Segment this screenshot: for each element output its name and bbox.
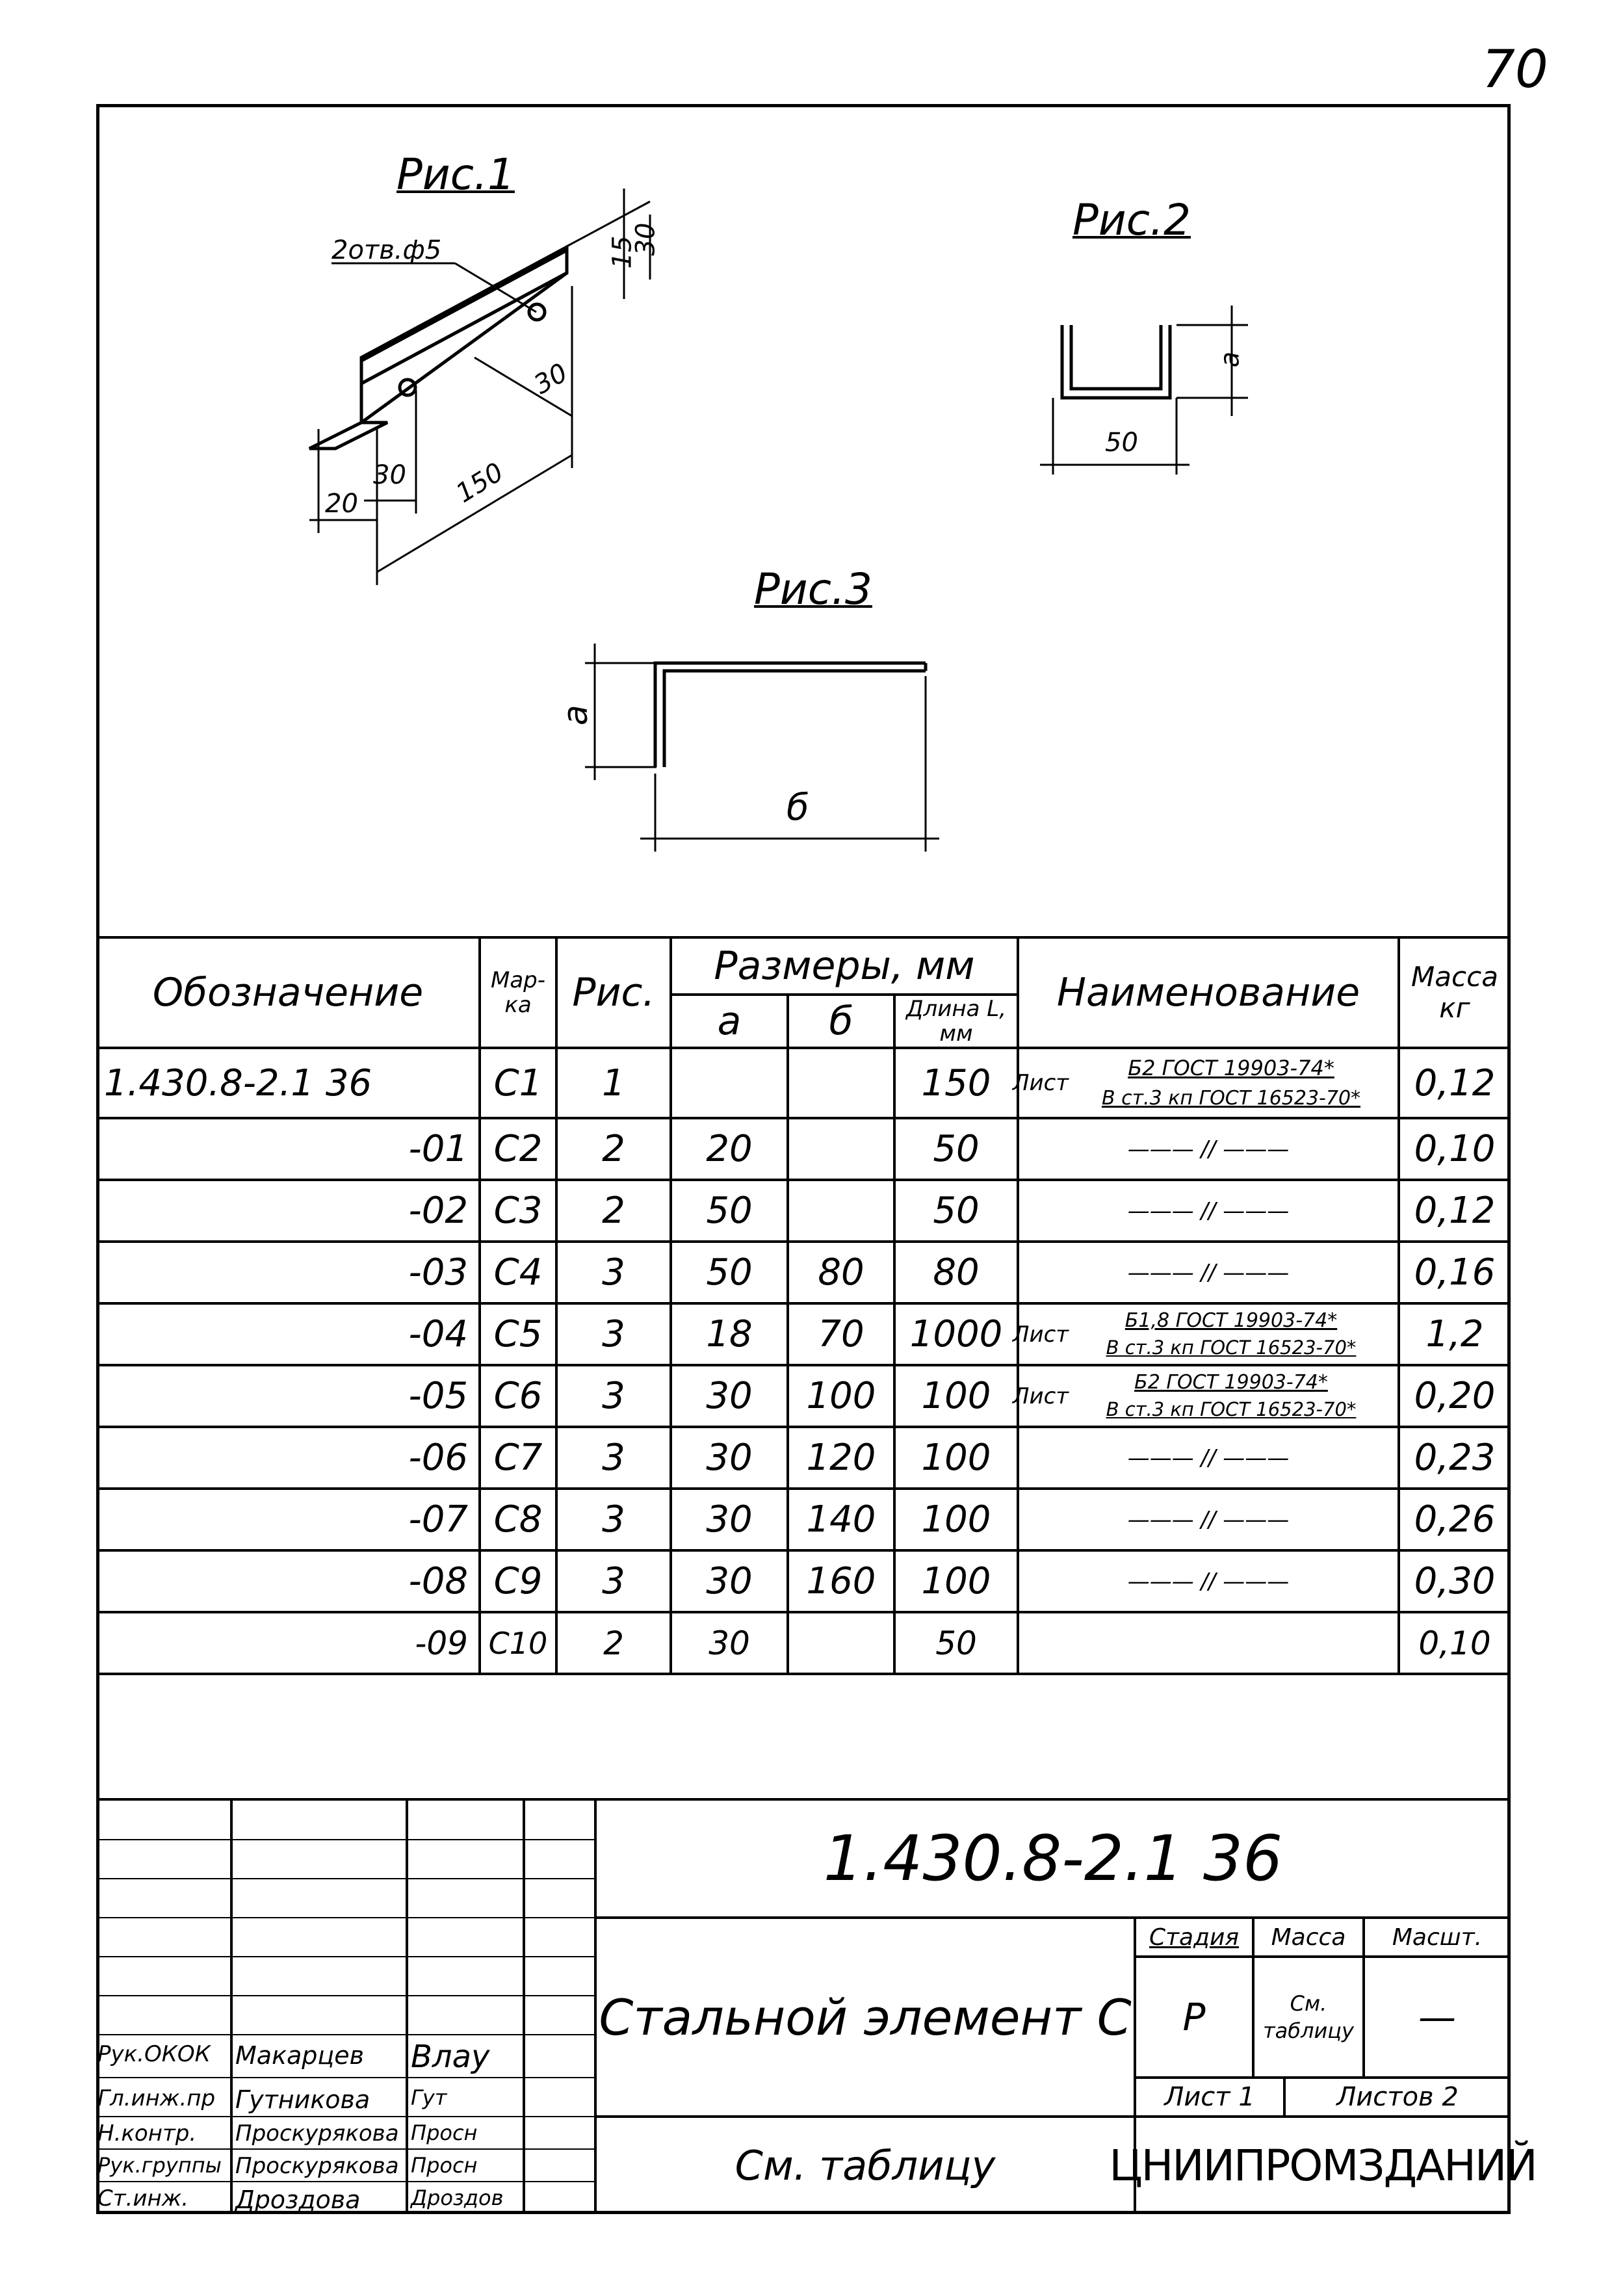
signer-role: Ст.инж. [98,2185,189,2211]
row-fig: 3 [602,1313,625,1355]
row-mark: С1 [493,1062,543,1104]
row-mass: 0,23 [1414,1437,1496,1479]
fig2-dim-50: 50 [1105,428,1138,458]
row-mark: С3 [493,1190,543,1232]
stage-label: Стадия [1149,1924,1240,1951]
fig3-dim-a: а [556,705,595,725]
stage-value: Р [1182,1995,1206,2039]
row-a: 30 [706,1375,753,1417]
row-designation: -07 [408,1498,468,1541]
signer-role: Н.контр. [98,2120,197,2146]
row-length: 100 [921,1498,991,1541]
row-a: 50 [706,1251,753,1294]
sheet-number: Лист 1 [1164,2082,1255,2112]
fig1-dim-15: 15 [607,235,638,269]
scale-label: Масшт. [1392,1924,1483,1951]
row-b [788,1118,894,1180]
row-a: 30 [708,1624,750,1662]
row-mass: 0,10 [1418,1624,1491,1662]
fig1-dim-20: 20 [325,489,358,519]
doc-code: 1.430.8-2.1 36 [823,1822,1283,1895]
row-name-prefix: Лист [1012,1383,1069,1409]
row-a: 50 [706,1190,753,1232]
row-name: ——— // ——— [1127,1568,1290,1595]
row-fig: 2 [603,1624,624,1662]
row-length: 50 [935,1624,977,1662]
row-mark: С2 [493,1128,543,1170]
header-sizes: Размеры, мм [714,943,975,989]
row-mark: С7 [493,1437,543,1479]
row-designation: -04 [408,1313,468,1355]
row-fig: 3 [602,1437,625,1479]
fig3-title: Рис.3 [754,564,872,614]
row-designation: -03 [408,1251,468,1294]
row-name-bottom: В ст.3 кп ГОСТ 16523-70* [1101,1086,1361,1110]
row-fig: 3 [602,1560,625,1602]
fig1-dim-150: 150 [450,457,509,509]
row-designation: -09 [415,1624,468,1662]
fig3-dim-b: б [786,787,809,829]
signer-name: Гутникова [235,2085,370,2114]
row-designation: 1.430.8-2.1 36 [104,1062,372,1104]
organization: ЦНИИПРОМЗДАНИЙ [1109,2140,1537,2191]
row-length: 150 [921,1062,991,1104]
row-b: 120 [806,1437,876,1479]
row-b [788,1048,894,1118]
row-mass: 0,12 [1414,1190,1496,1232]
signer-signature: Дроздов [411,2185,504,2210]
header-designation: Обозначение [152,970,424,1015]
header-b: б [829,998,853,1044]
signer-signature: Влау [411,2039,490,2075]
row-name: ——— // ——— [1127,1259,1290,1286]
row-fig: 3 [602,1498,625,1541]
row-designation: -01 [408,1128,468,1170]
row-length: 100 [921,1375,991,1417]
scale-value: — [1418,1995,1456,2039]
signer-name: Проскурякова [235,2120,399,2146]
row-name-top: Б2 ГОСТ 19903-74* [1128,1056,1334,1080]
row-designation: -08 [408,1560,468,1602]
row-fig: 2 [602,1128,625,1170]
row-a: 30 [706,1560,753,1602]
row-length: 50 [933,1128,980,1170]
row-length: 100 [921,1437,991,1479]
row-mass: 1,2 [1425,1313,1484,1355]
row-mass: 0,12 [1414,1062,1496,1104]
row-a: 18 [706,1313,753,1355]
fig1-dim-30-top: 30 [630,222,661,256]
row-mass: 0,10 [1414,1128,1496,1170]
signer-signature: Гут [411,2085,447,2110]
sheets-count: Листов 2 [1336,2082,1459,2112]
mass-value: См. таблицу [1263,1991,1354,2043]
header-name: Наименование [1056,970,1360,1015]
row-designation: -05 [408,1375,468,1417]
row-b: 100 [806,1375,876,1417]
signer-signature: Просн [411,2153,478,2178]
row-mass: 0,26 [1414,1498,1496,1541]
row-length: 50 [933,1190,980,1232]
row-mass: 0,16 [1414,1251,1496,1294]
row-name: ——— // ——— [1127,1136,1290,1162]
fig1-hole-label: 2отв.ф5 [332,235,442,265]
row-a: 20 [706,1128,753,1170]
signer-role: Гл.инж.пр [98,2085,216,2111]
header-mark: Мар-ка [490,967,546,1018]
row-name: ——— // ——— [1127,1197,1290,1224]
row-mark: С5 [493,1313,543,1355]
row-name-bottom: В ст.3 кп ГОСТ 16523-70* [1106,1398,1357,1420]
row-name [1018,1612,1399,1674]
row-b [788,1612,894,1674]
row-mark: С9 [493,1560,543,1602]
row-length: 100 [921,1560,991,1602]
row-designation: -06 [408,1437,468,1479]
header-mass: Масса кг [1411,961,1498,1024]
row-b: 70 [818,1313,864,1355]
header-a: а [717,998,742,1044]
row-mass: 0,20 [1414,1375,1496,1417]
row-length: 80 [933,1251,980,1294]
header-length: Длина L, мм [905,996,1006,1047]
header-fig: Рис. [572,970,655,1015]
row-name: ——— // ——— [1127,1444,1290,1471]
fig1-title: Рис.1 [396,150,515,200]
item-name: Стальной элемент С [599,1988,1132,2046]
row-a [671,1048,788,1118]
fig2-dim-a: а [1215,351,1245,368]
page-number: 70 [1482,39,1548,99]
row-mark: С10 [488,1625,548,1661]
row-name-top: Б1,8 ГОСТ 19903-74* [1124,1309,1338,1332]
row-designation: -02 [408,1190,468,1232]
row-name-bottom: В ст.3 кп ГОСТ 16523-70* [1106,1337,1357,1359]
fig2-title: Рис.2 [1072,195,1191,245]
row-b: 80 [818,1251,864,1294]
row-name: ——— // ——— [1127,1506,1290,1533]
row-fig: 1 [602,1062,625,1104]
material: См. таблицу [734,2141,996,2189]
row-name-prefix: Лист [1012,1070,1069,1096]
row-mark: С4 [493,1251,543,1294]
row-name-prefix: Лист [1012,1321,1069,1348]
row-mass: 0,30 [1414,1560,1496,1602]
row-fig: 3 [602,1251,625,1294]
row-b: 140 [806,1498,876,1541]
signer-name: Макарцев [235,2041,365,2070]
row-b: 160 [806,1560,876,1602]
mass-label: Масса [1271,1924,1346,1951]
row-b [788,1180,894,1242]
row-a: 30 [706,1437,753,1479]
signer-signature: Просн [411,2120,478,2145]
row-name-top: Б2 ГОСТ 19903-74* [1134,1370,1328,1394]
signer-name: Проскурякова [235,2153,399,2179]
signer-role: Рук.группы [98,2153,222,2178]
row-length: 1000 [909,1313,1003,1355]
row-mark: С8 [493,1498,543,1541]
signer-role: Рук.ОКОК [98,2041,211,2067]
signer-name: Дроздова [235,2185,361,2214]
fig1-dim-30-side: 30 [528,358,573,400]
row-mark: С6 [493,1375,543,1417]
row-a: 30 [706,1498,753,1541]
row-fig: 3 [602,1375,625,1417]
row-fig: 2 [602,1190,625,1232]
fig1-dim-30: 30 [373,460,406,490]
